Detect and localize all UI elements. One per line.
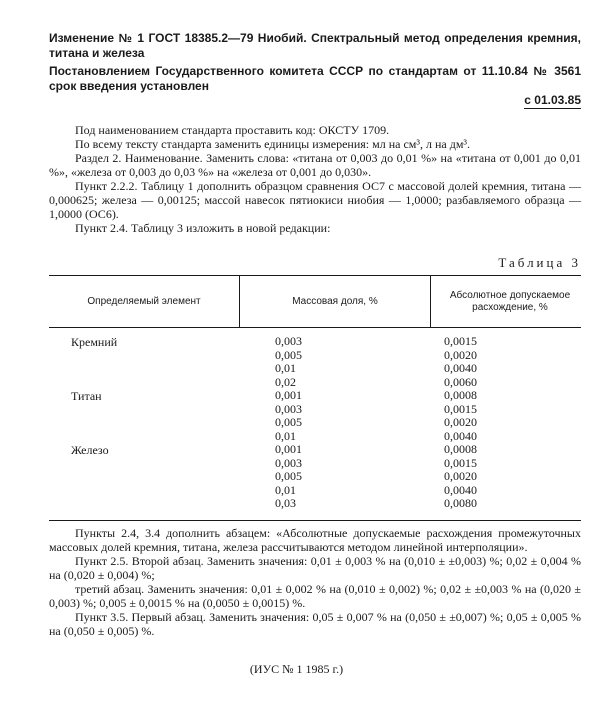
tolerance-cell: 0,0015 xyxy=(444,455,477,470)
tolerance-cell: 0,0015 xyxy=(444,334,477,348)
mass-fraction-cell: 0,01 xyxy=(275,428,296,443)
mass-fraction-cell: 0,005 xyxy=(275,469,302,483)
element-silicon: Кремний xyxy=(71,335,118,349)
header-element: Определяемый элемент xyxy=(87,295,201,307)
closing-text xyxy=(49,526,581,638)
mass-fraction-cell: 0,02 xyxy=(275,374,296,389)
decree-statement: Постановлением Государственного комитета СССР по стандартам от 11.10.84 № 3561 срок введения установлен xyxy=(49,64,581,93)
tolerance-cell: 0,0020 xyxy=(444,347,477,362)
mass-fraction-cell: 0,03 xyxy=(275,496,296,510)
paragraph-interpolation: Пункты 2.4, 3.4 дополнить абзацем: «Абсолютные допускаемые расхождения промежуточных массовых долей кремния, титана, железа рассчитываются методом линейной интерполяции». xyxy=(49,526,581,554)
mass-fraction-cell: 0,003 xyxy=(275,401,302,416)
paragraph-2-4: Пункт 2.4. Таблицу 3 изложить в новой редакции: xyxy=(75,221,331,235)
paragraph-third: третий абзац. Заменить значения: 0,01 ± 0,002 % на (0,010 ± 0,002) %; 0,02 ± ±0,003 % на (0,020 ± 0,003) %; 0,005 ± 0,0015 % на (0,0050 ± 0,0015) %. xyxy=(49,582,581,610)
mass-fraction-cell: 0,01 xyxy=(275,482,296,497)
document-title: Изменение № 1 ГОСТ 18385.2—79 Ниобий. Спектральный метод определения кремния, титана и железа xyxy=(49,31,581,60)
footer-source: (ИУС № 1 1985 г.) xyxy=(249,662,344,676)
paragraph-2-2-2: Пункт 2.2.2. Таблицу 1 дополнить образцом сравнения ОС7 с массовой долей кремния, титана — 0,000625; железа — 0,00125; массой навесок пятиокиси ниобия — 1,0000; разбавляемого образца — 1,0000 (ОС6). xyxy=(49,179,581,221)
mass-fraction-cell: 0,003 xyxy=(275,334,302,348)
table-label: Таблица 3 xyxy=(498,255,581,270)
tolerance-cell: 0,0080 xyxy=(444,496,477,510)
header-mass-fraction: Массовая доля, % xyxy=(292,295,378,307)
paragraph-units: По всему тексту стандарта заменить единицы измерения: мл на см³, л на дм³. xyxy=(75,137,471,151)
element-iron: Железо xyxy=(71,443,109,457)
tolerance-cell: 0,0008 xyxy=(444,388,477,402)
tolerance-cell: 0,0015 xyxy=(444,401,477,416)
element-titanium: Титан xyxy=(71,389,102,403)
paragraph-section-2: Раздел 2. Наименование. Заменить слова: «титана от 0,003 до 0,01 %» на «титана от 0,001 до 0,01 %», «железа от 0,003 до 0,03 %» на «железа от 0,001 до 0,030». xyxy=(49,151,581,179)
table-header-row xyxy=(49,276,581,328)
tolerance-cell: 0,0040 xyxy=(444,482,477,497)
mass-fraction-cell: 0,005 xyxy=(275,347,302,362)
table-3 xyxy=(49,275,581,521)
header-tolerance: Абсолютное допускаемое расхождение, % xyxy=(449,289,571,313)
paragraph-code: Под наименованием стандарта проставить код: ОКСТУ 1709. xyxy=(75,123,390,137)
tolerance-cell: 0,0040 xyxy=(444,428,477,443)
mass-fraction-cell: 0,01 xyxy=(275,361,296,375)
tolerance-cell: 0,0020 xyxy=(444,415,477,429)
tolerance-cell: 0,0020 xyxy=(444,469,477,483)
mass-fraction-cell: 0,001 xyxy=(275,442,302,456)
tolerance-cell: 0,0060 xyxy=(444,374,477,389)
paragraph-2-5: Пункт 2.5. Второй абзац. Заменить значения: 0,01 ± 0,003 % на (0,010 ± ±0,003) %; 0,02 ± 0,004 % на (0,020 ± 0,004) %; xyxy=(49,554,581,582)
mass-fraction-cell: 0,001 xyxy=(275,388,302,402)
header-divider xyxy=(430,276,431,327)
tolerance-cell: 0,0008 xyxy=(444,442,477,456)
tolerance-column xyxy=(444,335,477,511)
mass-fraction-column xyxy=(275,335,302,511)
mass-fraction-cell: 0,003 xyxy=(275,455,302,470)
tolerance-cell: 0,0040 xyxy=(444,361,477,375)
intro-text xyxy=(49,123,581,235)
effective-date: с 01.03.85 xyxy=(524,93,581,107)
paragraph-3-5: Пункт 3.5. Первый абзац. Заменить значения: 0,05 ± 0,007 % на (0,050 ± ±0,007) %; 0,05 ± 0,005 % на (0,050 ± 0,005) %. xyxy=(49,610,581,638)
mass-fraction-cell: 0,005 xyxy=(275,415,302,429)
